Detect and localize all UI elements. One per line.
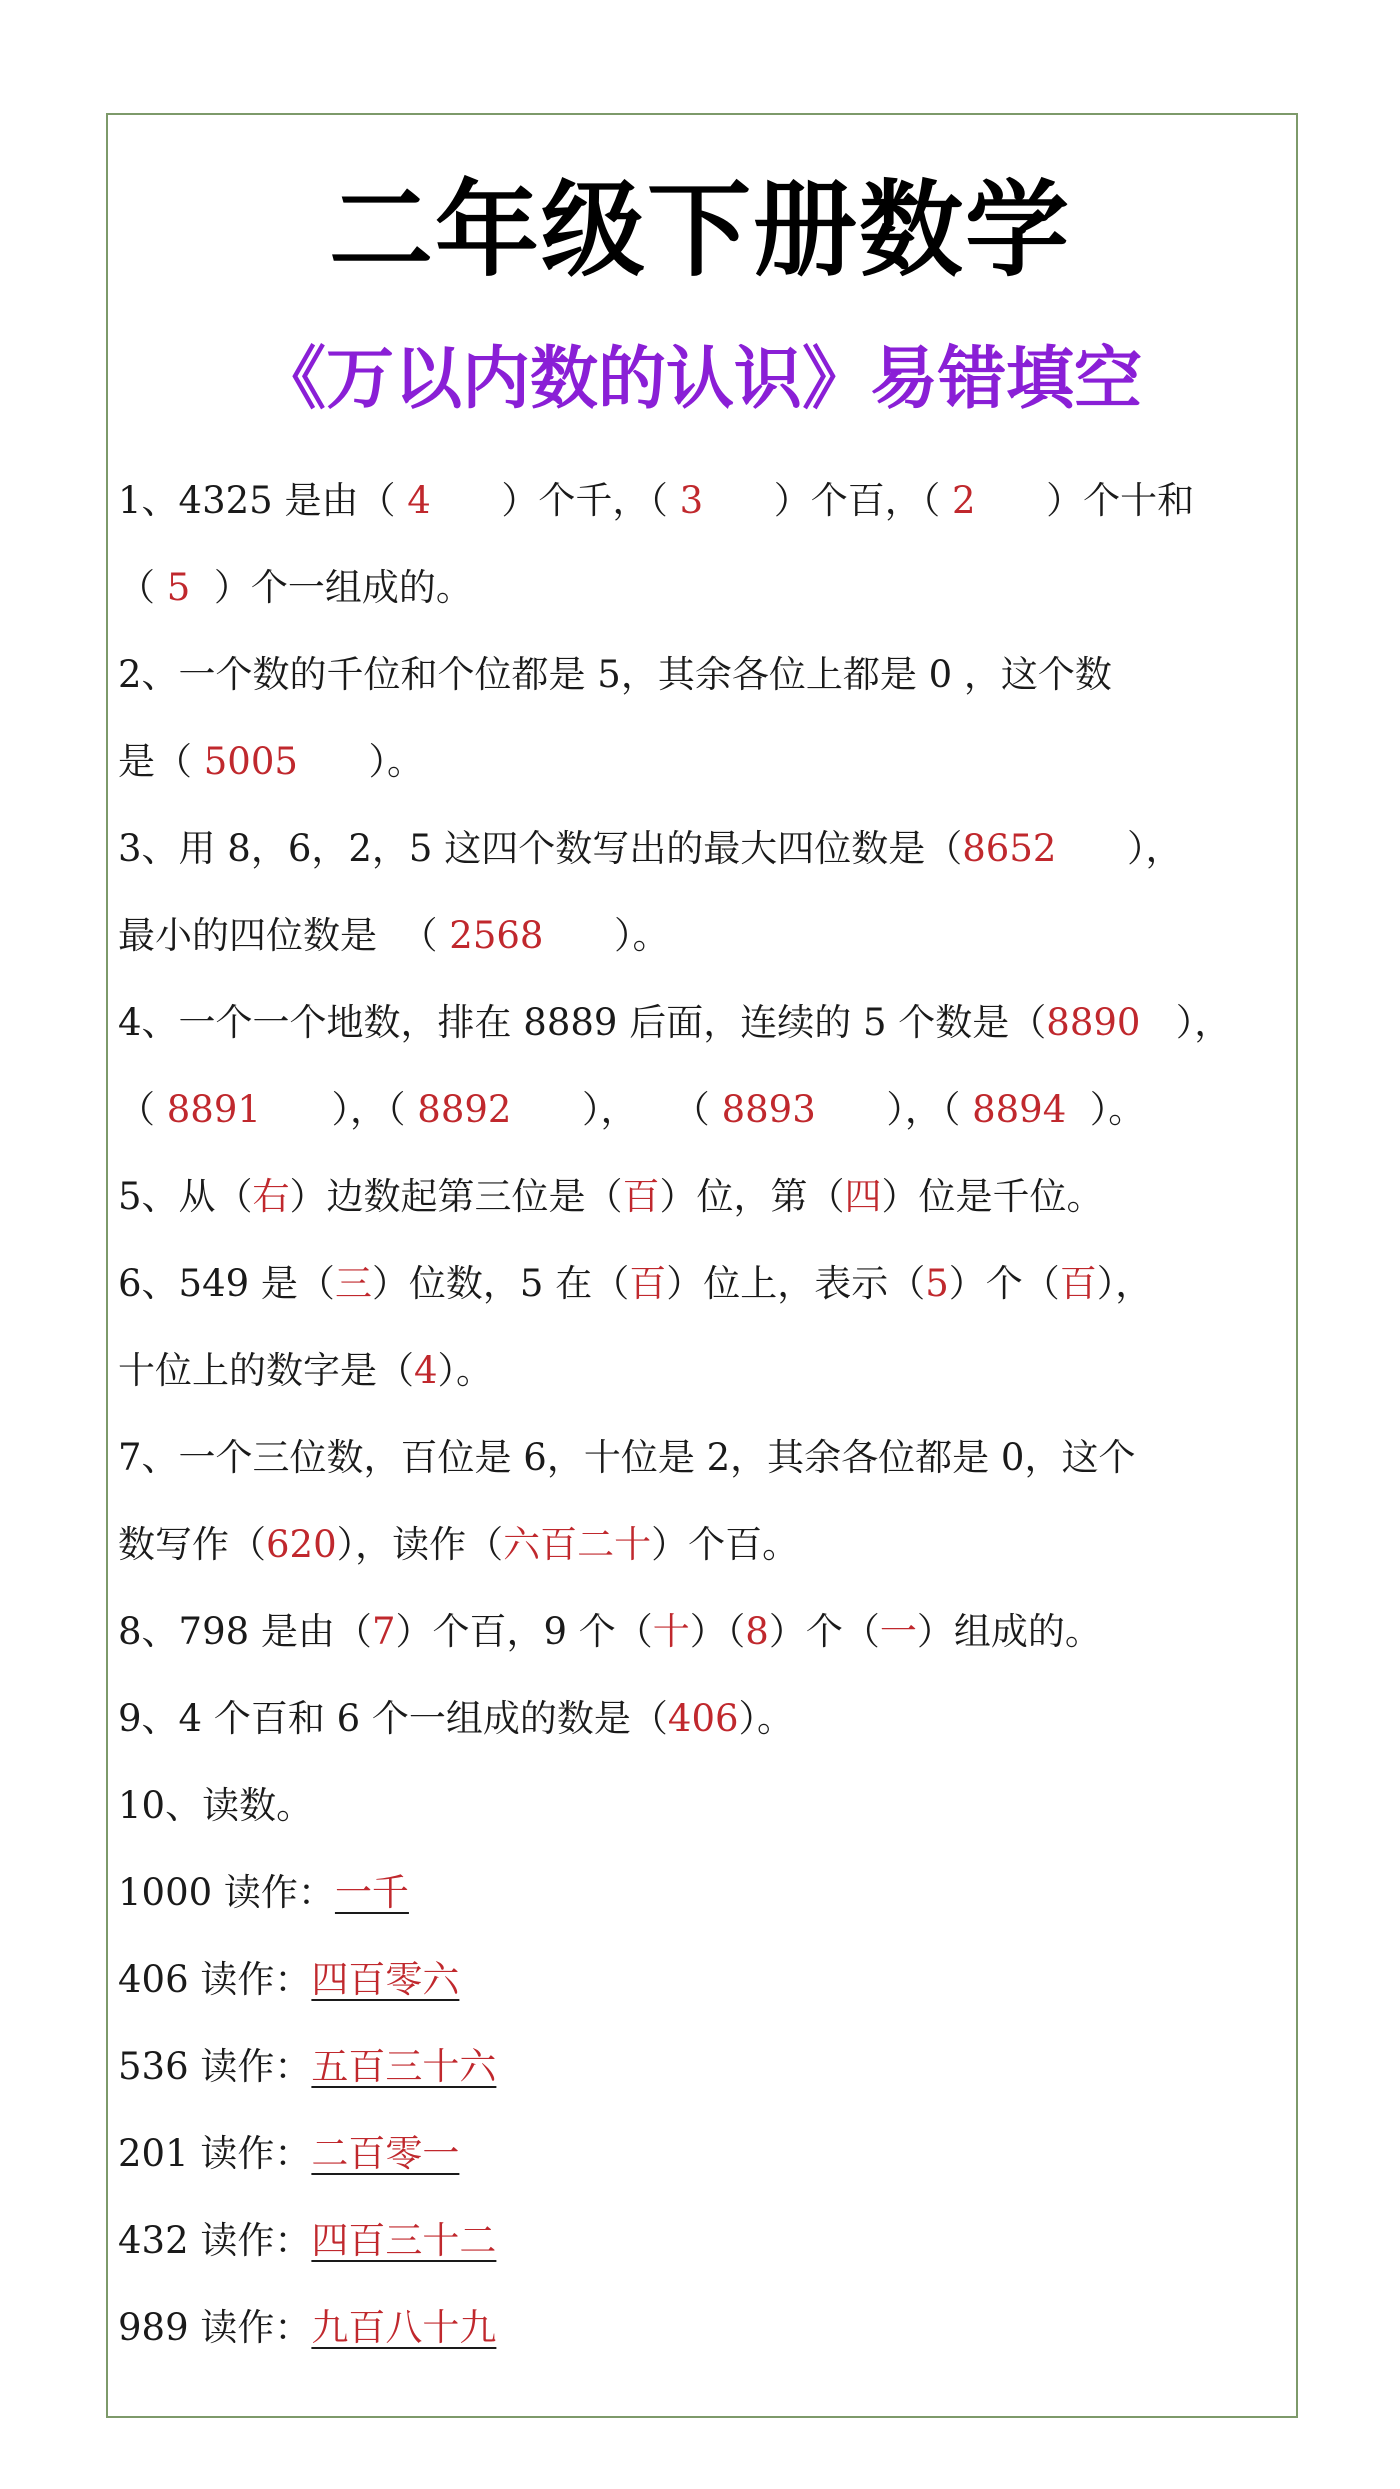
answer: 百 — [622, 1175, 660, 1218]
reading-answer: 二百零一 — [311, 2132, 460, 2175]
answer: 8652 — [962, 827, 1057, 870]
reading-answer: 四百三十二 — [311, 2219, 497, 2262]
answer: 三 — [334, 1262, 372, 1305]
question-8-line-1: 8、798 是由（7）个百，9 个（十）（8）个（一）组成的。 — [118, 1610, 1102, 1653]
answer: 8890 — [1046, 1001, 1141, 1044]
answer: 十 — [652, 1610, 690, 1653]
reading-item: 432 读作：四百三十二 — [118, 2219, 497, 2262]
reading-answer: 五百三十六 — [311, 2045, 497, 2088]
answer: 一 — [879, 1610, 917, 1653]
reading-answer: 四百零六 — [311, 1958, 460, 2001]
question-2-line-2: 是（ 5005 ）。 — [118, 740, 425, 783]
page-subtitle: 《万以内数的认识》易错填空 — [257, 340, 1142, 419]
answer: 8894 — [972, 1088, 1067, 1131]
answer: 右 — [252, 1175, 290, 1218]
answer: 百 — [1059, 1262, 1097, 1305]
answer: 4 — [414, 1349, 438, 1392]
reading-item: 201 读作：二百零一 — [118, 2132, 460, 2175]
answer: 2 — [952, 479, 976, 522]
answer: 2568 — [449, 914, 544, 957]
answer: 3 — [679, 479, 704, 522]
answer: 5 — [166, 566, 191, 609]
question-10-heading: 10、读数。 — [118, 1784, 314, 1827]
question-1-line-1: 1、4325 是由（ 4 ）个千，（ 3 ）个百，（ 2 ）个十和 — [118, 479, 1195, 522]
reading-item: 406 读作：四百零六 — [118, 1958, 460, 2001]
answer: 7 — [371, 1610, 396, 1653]
reading-answer: 九百八十九 — [311, 2306, 497, 2349]
answer: 四 — [844, 1175, 882, 1218]
answer: 406 — [667, 1697, 739, 1740]
answer: 六百二十 — [503, 1523, 652, 1566]
question-1-line-2: （ 5 ）个一组成的。 — [118, 566, 473, 609]
question-4-line-1: 4、一个一个地数，排在 8889 后面，连续的 5 个数是（8890 ）， — [118, 1001, 1232, 1044]
question-6-line-2: 十位上的数字是（4）。 — [118, 1349, 494, 1392]
answer: 620 — [266, 1523, 337, 1566]
question-2-line-1: 2、一个数的千位和个位都是 5，其余各位上都是 0 ，这个数 — [118, 653, 1112, 696]
answer: 8891 — [166, 1088, 261, 1131]
question-9-line-1: 9、4 个百和 6 个一组成的数是（406）。 — [118, 1697, 795, 1740]
question-7-line-2: 数写作（620），读作（六百二十）个百。 — [118, 1523, 800, 1566]
reading-item: 989 读作：九百八十九 — [118, 2306, 497, 2349]
reading-item: 536 读作：五百三十六 — [118, 2045, 497, 2088]
answer: 4 — [407, 479, 431, 522]
question-3-line-2: 最小的四位数是 （ 2568 ）。 — [118, 914, 670, 957]
question-7-line-1: 7、一个三位数，百位是 6，十位是 2，其余各位都是 0，这个 — [118, 1436, 1136, 1479]
answer: 百 — [629, 1262, 667, 1305]
page-title: 二年级下册数学 — [328, 169, 1071, 291]
reading-answer: 一千 — [334, 1871, 409, 1914]
question-6-line-1: 6、549 是（三）位数，5 在（百）位上，表示（5）个（百）， — [118, 1262, 1153, 1305]
answer: 5005 — [203, 740, 298, 783]
reading-item: 1000 读作：一千 — [118, 1871, 409, 1914]
question-5-line-1: 5、从（右）边数起第三位是（百）位，第（四）位是千位。 — [118, 1175, 1104, 1218]
answer: 5 — [925, 1262, 949, 1305]
answer: 8892 — [417, 1088, 512, 1131]
question-3-line-1: 3、用 8，6，2，5 这四个数写出的最大四位数是（8652 ）， — [118, 827, 1183, 870]
question-4-line-2: （ 8891 ），（ 8892 ）， （ 8893 ），（ 8894 ）。 — [118, 1088, 1146, 1131]
answer: 8 — [745, 1610, 769, 1653]
answer: 8893 — [721, 1088, 816, 1131]
